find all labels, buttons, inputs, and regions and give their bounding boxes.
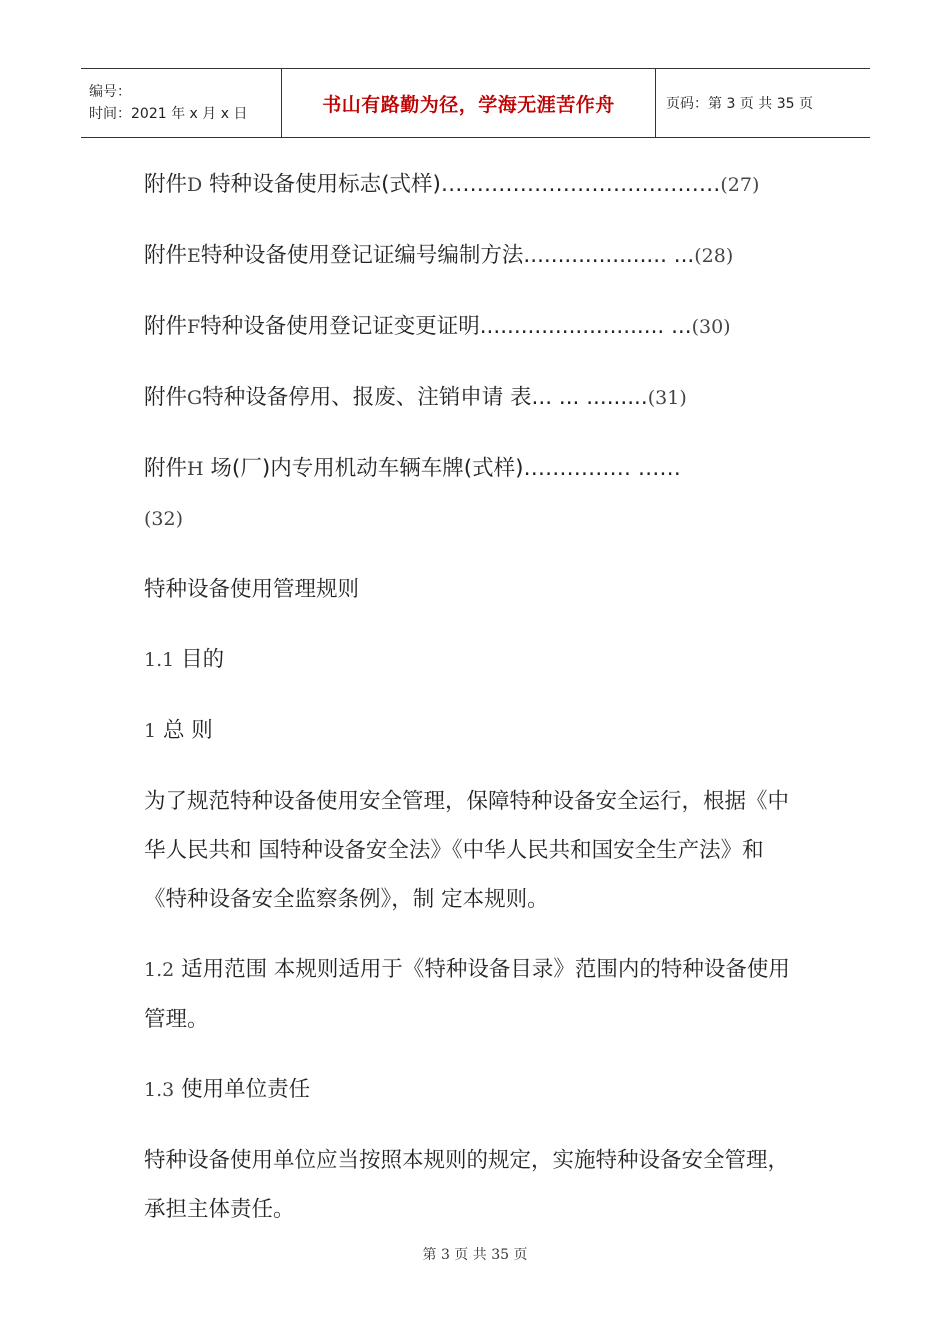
toc-entry-g: 附件G特种设备停用、报废、注销申请 表... ... .........(31) <box>144 385 687 410</box>
header-motto-cell <box>282 69 656 137</box>
toc-entry-h: 附件H 场(厂)内专用机动车辆车牌(式样)…………… …… (32) <box>144 456 681 530</box>
section-1-heading: 1 总 则 <box>144 718 213 743</box>
purpose-paragraph: 为了规范特种设备使用安全管理，保障特种设备安全运行，根据《中华人民共和 国特种设备安全法》《中华人民共和国安全生产法》和《特种设备安全监察条例》，制 定本规则。 <box>144 789 790 912</box>
page-footer: 第 3 页 共 35 页 <box>422 1247 528 1263</box>
section-1-3-paragraph: 特种设备使用单位应当按照本规则的规定，实施特种设备安全管理，承担主体责任。 <box>144 1148 790 1222</box>
page-content <box>144 160 804 1255</box>
section-1-3-heading: 1.3 使用单位责任 <box>144 1077 311 1102</box>
section-1-2-paragraph: 1.2 适用范围 本规则适用于《特种设备目录》范围内的特种设备使用管理。 <box>144 957 790 1032</box>
header-table <box>81 68 870 138</box>
header-motto: 书山有路勤为径，学海无涯苦作舟 <box>322 93 615 116</box>
toc-entry-e: 附件E特种设备使用登记证编号编制方法..................... ...(28) <box>144 243 734 268</box>
toc-entry-f: 附件F特种设备使用登记证变更证明........................... ...(30) <box>144 314 731 339</box>
section-1-1-heading: 1.1 目的 <box>144 647 225 672</box>
header-meta-cell <box>81 69 282 137</box>
toc-entry-d: 附件D 特种设备使用标志(式样)…………………………………(27) <box>144 172 760 197</box>
document-title: 特种设备使用管理规则 <box>144 577 360 602</box>
document-time-label: 时间：2021 年 x 月 x 日 <box>89 106 248 122</box>
document-number-label: 编号： <box>89 84 131 100</box>
header-page-label: 页码：第 3 页 共 35 页 <box>666 96 813 112</box>
header-page-cell <box>656 69 870 137</box>
